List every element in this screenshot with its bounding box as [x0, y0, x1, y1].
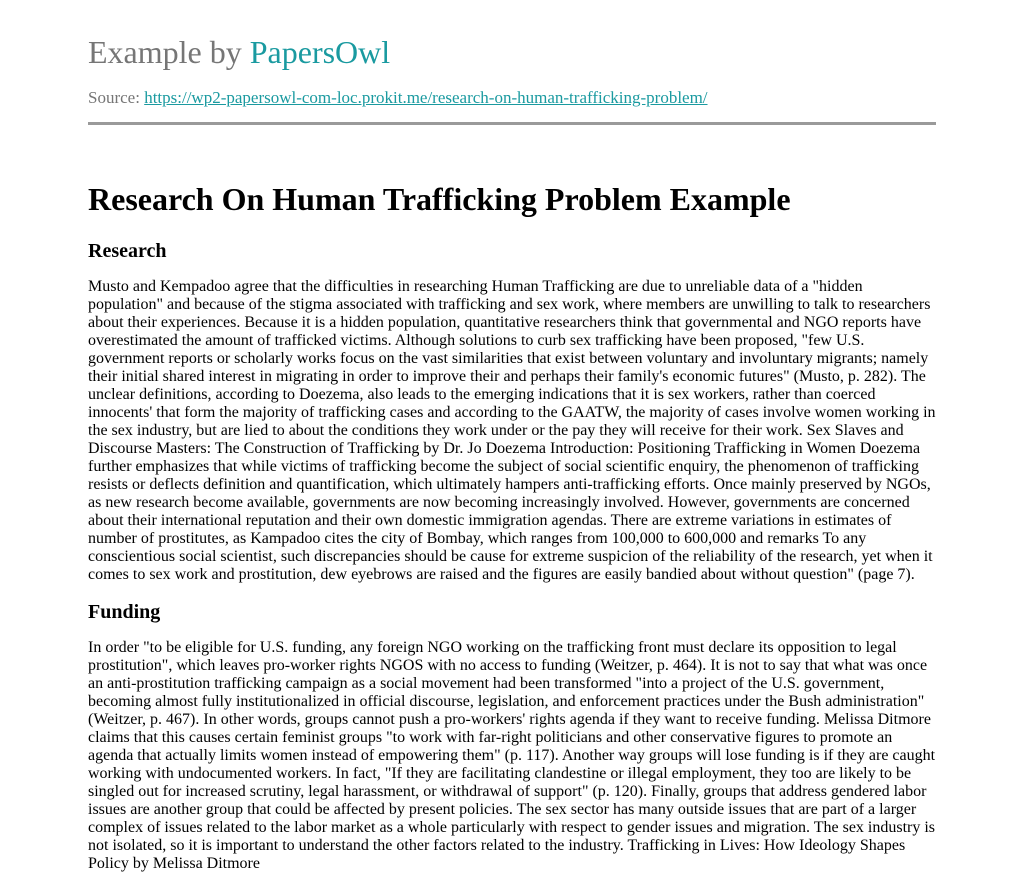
source-label: Source: [88, 88, 145, 107]
section-body-research: Musto and Kempadoo agree that the difficulties in researching Human Trafficking are due to unreliable data of a "hidden population" and because of the stigma associated with trafficking and sex work, where members are unwilling to talk to researchers about their experiences. Because it is a hidden population, quantitative researchers think that governmental and NGO reports have overestimated the amount of trafficked victims. Although solutions to curb sex trafficking have been proposed, "few U.S. government reports or scholarly works focus on the vast similarities that exist between voluntary and involuntary migrants; namely their initial shared interest in migrating in order to improve their and perhaps their family's economic futures" (Musto, p. 282). The unclear definitions, according to Doezema, also leads to the emerging indications that it is sex workers, rather than coerced innocents' that form the majority of trafficking cases and according to the GAATW, the majority of cases involve women working in the sex industry, but are lied to about the conditions they work under or the pay they will receive for their work. Sex Slaves and Discourse Masters: The Construction of Trafficking by Dr. Jo Doezema Introduction: Positioning Trafficking in Women Doezema further emphasizes that while victims of trafficking become the subject of social scientific enquiry, the phenomenon of trafficking resists or deflects definition and quantification, which ultimately hampers anti-trafficking efforts. Once mainly preserved by NGOs, as new research become available, governments are now becoming increasingly involved. However, governments are concerned about their international reputation and their own domestic immigration agendas. There are extreme variations in estimates of number of prostitutes, as Kampadoo cites the city of Bombay, which ranges from 100,000 to 600,000 and remarks To any conscientious social scientist, such discrepancies should be cause for extreme suspicion of the reliability of the research, yet when it comes to sex work and prostitution, dew eyebrows are raised and the figures are easily bandied about without question" (page 7). [88, 278, 936, 583]
section-heading-research: Research [88, 240, 167, 262]
source-line [88, 88, 708, 108]
document-title: Research On Human Trafficking Problem Example [88, 181, 791, 217]
header-divider [88, 122, 936, 125]
brand-header [88, 34, 390, 70]
section-body-funding: In order "to be eligible for U.S. funding, any foreign NGO working on the trafficking front must declare its opposition to legal prostitution", which leaves pro-worker rights NGOS with no access to funding (Weitzer, p. 464). It is not to say that what was once an anti-prostitution trafficking campaign as a social movement had been transformed "into a project of the U.S. government, becoming almost fully institutionalized in official discourse, legislation, and enforcement practices under the Bush administration" (Weitzer, p. 467). In other words, groups cannot push a pro-workers' rights agenda if they want to receive funding. Melissa Ditmore claims that this causes certain feminist groups "to work with far-right politicians and other conservative figures to promote an agenda that actually limits women instead of empowering them" (p. 117). Another way groups will lose funding is if they are caught working with undocumented workers. In fact, "If they are facilitating clandestine or illegal employment, they too are likely to be singled out for increased scrutiny, legal harassment, or withdrawal of support" (p. 120). Finally, groups that address gendered labor issues are another group that could be affected by present policies. The sex sector has many outside issues that are part of a larger complex of issues related to the labor market as a whole particularly with respect to gender issues and migration. The sex industry is not isolated, so it is important to understand the other factors related to the industry. Trafficking in Lives: How Ideology Shapes Policy by Melissa Ditmore [88, 639, 936, 872]
section-heading-funding: Funding [88, 601, 161, 623]
source-url-link[interactable]: https://wp2-papersowl-com-loc.prokit.me/research-on-human-trafficking-problem/ [144, 88, 708, 107]
brand-prefix: Example by [88, 34, 250, 70]
brand-name-link[interactable]: PapersOwl [249, 34, 391, 70]
